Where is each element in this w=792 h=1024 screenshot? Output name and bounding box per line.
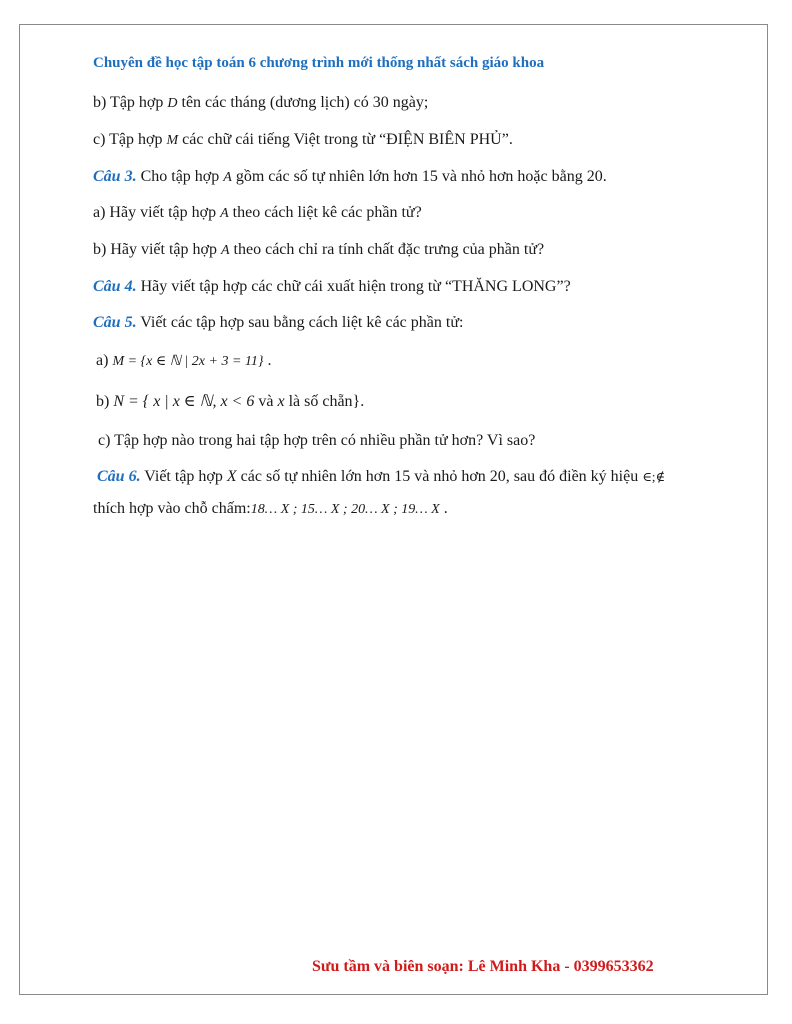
question-6-continued [93, 500, 448, 518]
text: theo cách liệt kê các phần tử? [228, 204, 422, 221]
membership-symbols: ∈;∉ [642, 469, 666, 484]
question-label: Câu 3. [93, 168, 137, 185]
text: Hãy viết tập hợp các chữ cái xuất hiện trong từ “THĂNG LONG”? [136, 278, 571, 295]
text: . [439, 500, 448, 517]
text: b) Hãy viết tập hợp [93, 241, 221, 258]
text: a) [96, 352, 113, 369]
text: Viết các tập hợp sau bằng cách liệt kê các phần tử: [136, 314, 464, 331]
text: theo cách chỉ ra tính chất đặc trưng của phần tử? [229, 241, 545, 258]
text: Viết tập hợp [140, 468, 227, 485]
text: c) Tập hợp [93, 131, 167, 148]
text: . [263, 352, 272, 369]
line-c-set-m [93, 131, 513, 149]
text: tên các tháng (dương lịch) có 30 ngày; [177, 94, 429, 111]
math-expression: 18… X ; 15… X ; 20… X ; 19… X [250, 502, 440, 517]
question-3 [93, 168, 607, 186]
question-4 [93, 278, 571, 296]
var: A [220, 206, 229, 221]
text: Cho tập hợp [136, 168, 224, 185]
text: b) [96, 393, 114, 410]
var: A [223, 170, 232, 185]
text: và [254, 393, 278, 410]
text: a) Hãy viết tập hợp [93, 204, 221, 221]
document-header: Chuyên đề học tập toán 6 chương trình mới thống nhất sách giáo khoa [93, 55, 545, 71]
var: M [166, 133, 179, 148]
question-label: Câu 6. [97, 468, 141, 485]
question-5a [96, 352, 271, 370]
var: X [226, 468, 237, 485]
text: thích hợp vào chỗ chấm: [93, 500, 251, 517]
text: các chữ cái tiếng Việt trong từ “ĐIỆN BIÊN PHỦ”. [178, 131, 513, 148]
text: là số chẵn}. [284, 393, 365, 410]
question-label: Câu 5. [93, 314, 137, 331]
math-expression: N = { x | x ∈ ℕ, x < 6 [113, 393, 255, 410]
text: các số tự nhiên lớn hơn 15 và nhỏ hơn 20, sau đó điền ký hiệu [236, 468, 643, 485]
question-3a [93, 204, 422, 222]
math-expression: M = {x ∈ ℕ | 2x + 3 = 11} [112, 354, 264, 369]
var: A [220, 243, 230, 258]
var: D [167, 96, 178, 111]
document-footer: Sưu tầm và biên soạn: Lê Minh Kha - 0399653362 [312, 958, 654, 975]
question-5c: c) Tập hợp nào trong hai tập hợp trên có nhiều phần tử hơn? Vì sao? [98, 432, 536, 449]
question-5 [93, 314, 463, 332]
text: gồm các số tự nhiên lớn hơn 15 và nhỏ hơn hoặc bằng 20. [231, 168, 607, 185]
question-label: Câu 4. [93, 278, 137, 295]
question-5b [96, 391, 364, 411]
question-3b [93, 241, 544, 259]
line-b-set-d [93, 94, 428, 112]
question-6 [97, 468, 665, 486]
var: x [277, 393, 285, 410]
text: b) Tập hợp [93, 94, 168, 111]
